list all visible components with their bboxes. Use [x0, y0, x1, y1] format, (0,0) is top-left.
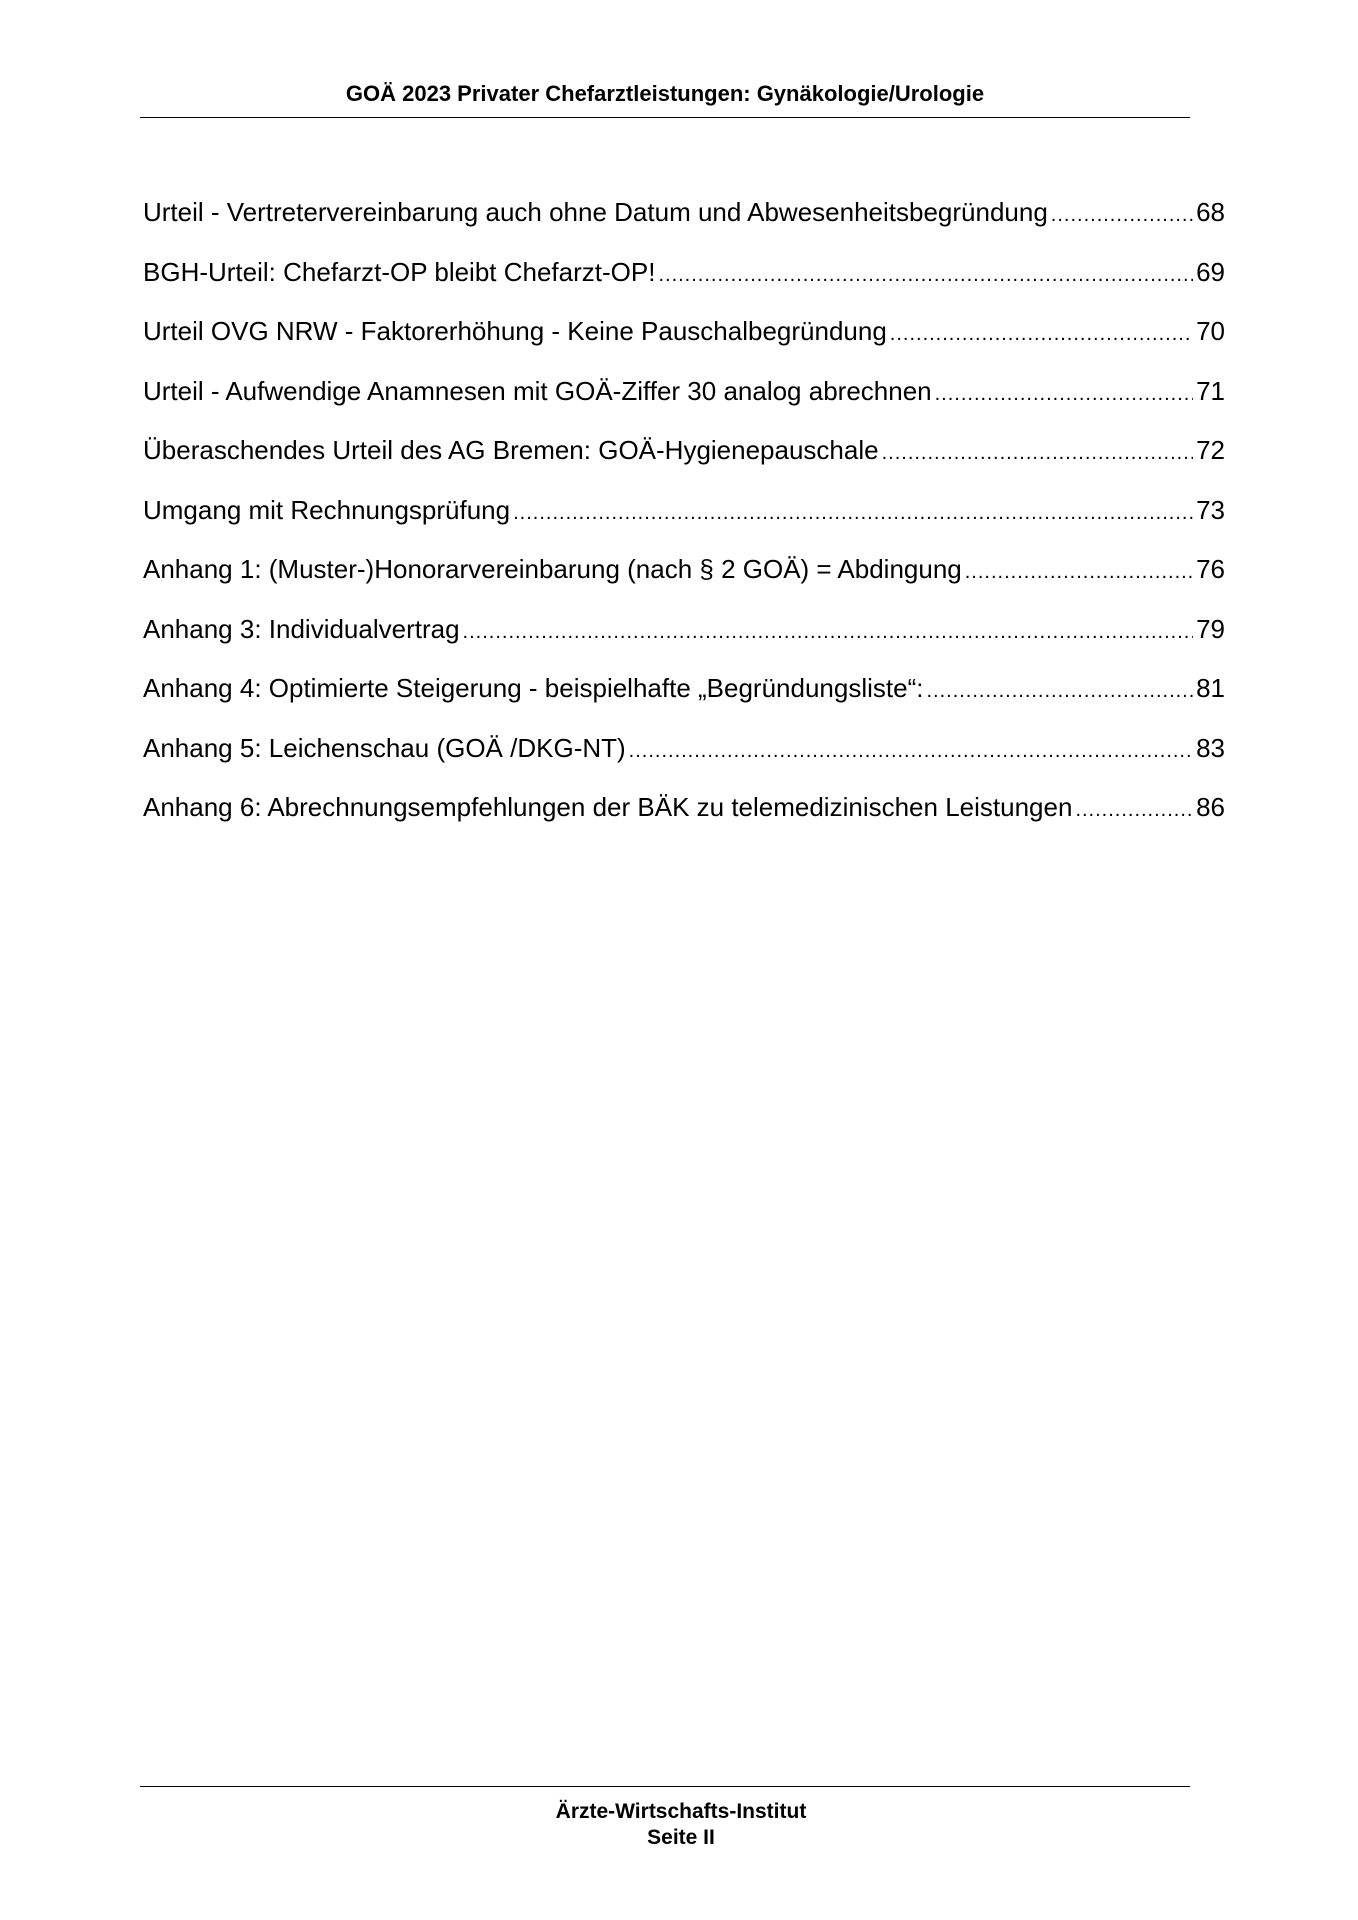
toc-dot-leader [658, 258, 1193, 292]
toc-entry-page: 71 [1196, 375, 1225, 406]
toc-entry-title: Urteil OVG NRW - Faktorerhöhung - Keine Pauschalbegründung [143, 316, 887, 346]
toc-entry[interactable] [143, 731, 1225, 791]
toc-entry-title: Anhang 1: (Muster-)Honorarvereinbarung (nach § 2 GOÄ) = Abdingung [143, 554, 962, 584]
toc-entry[interactable] [143, 671, 1225, 731]
toc-dot-leader [890, 317, 1193, 351]
footer-divider [140, 1786, 1190, 1787]
toc-entry-title: BGH-Urteil: Chefarzt-OP bleibt Chefarzt-OP! [143, 256, 656, 287]
toc-dot-leader [1051, 198, 1193, 232]
toc-dot-leader [882, 436, 1193, 470]
toc-entry[interactable] [143, 314, 1225, 374]
toc-entry[interactable] [143, 552, 1225, 612]
toc-entry-page: 73 [1196, 494, 1225, 525]
toc-entry-title: Anhang 5: Leichenschau (GOÄ /DKG-NT) [143, 732, 626, 763]
toc-entry-title: Urteil - Vertretervereinbarung auch ohne Datum und Abwesenheitsbegründung [143, 197, 1048, 227]
table-of-contents [143, 195, 1225, 850]
toc-dot-leader [1075, 793, 1193, 827]
toc-entry-page: 86 [1196, 792, 1225, 822]
toc-entry-page: 68 [1196, 197, 1225, 227]
toc-entry-page: 70 [1196, 316, 1225, 346]
toc-entry-title: Anhang 6: Abrechnungsempfehlungen der BÄK zu telemedizinischen Leistungen [143, 792, 1073, 822]
toc-entry[interactable] [143, 433, 1225, 493]
toc-entry-title: Anhang 4: Optimierte Steigerung - beispielhafte „Begründungsliste“: [143, 673, 924, 703]
toc-entry[interactable] [143, 612, 1225, 672]
toc-dot-leader [513, 496, 1193, 530]
toc-entry[interactable] [143, 195, 1225, 255]
toc-entry-page: 72 [1196, 435, 1225, 465]
toc-entry-title: Anhang 3: Individualvertrag [143, 613, 460, 644]
toc-entry[interactable] [143, 255, 1225, 315]
toc-entry-title: Umgang mit Rechnungsprüfung [143, 494, 511, 525]
page-header-title: GOÄ 2023 Privater Chefarztleistungen: Gynäkologie/Urologie [345, 81, 985, 106]
toc-entry-page: 76 [1196, 554, 1225, 584]
toc-entry-page: 83 [1196, 732, 1225, 763]
toc-dot-leader [926, 674, 1193, 708]
toc-entry-title: Überaschendes Urteil des AG Bremen: GOÄ-Hygienepauschale [143, 435, 879, 465]
footer-organization: Ärzte-Wirtschafts-Institut [555, 1800, 807, 1823]
toc-entry-page: 69 [1196, 256, 1225, 287]
header-divider [140, 117, 1190, 118]
footer-page-number: Seite II [647, 1826, 715, 1849]
toc-dot-leader [463, 615, 1194, 649]
toc-entry[interactable] [143, 374, 1225, 434]
toc-dot-leader [935, 377, 1193, 411]
toc-entry-page: 81 [1196, 673, 1225, 703]
toc-entry[interactable] [143, 493, 1225, 553]
toc-dot-leader [629, 734, 1193, 768]
toc-entry-page: 79 [1196, 613, 1225, 644]
toc-entry-title: Urteil - Aufwendige Anamnesen mit GOÄ-Ziffer 30 analog abrechnen [143, 375, 932, 406]
toc-dot-leader [965, 555, 1193, 589]
toc-entry[interactable] [143, 790, 1225, 850]
